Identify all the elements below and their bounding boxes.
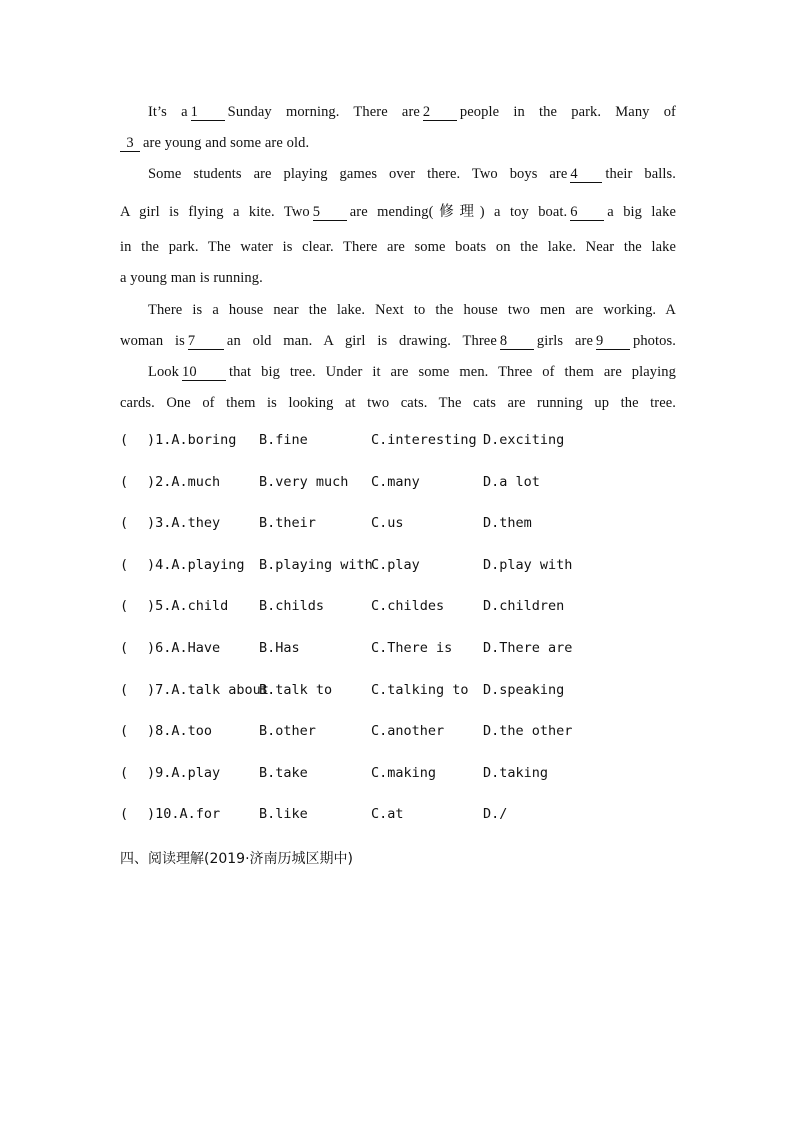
option-a: )8.A.too <box>147 723 213 740</box>
passage-line: in the park. The water is clear. There are some boats on the lake. Near the lake <box>120 239 676 255</box>
question-row-5 <box>120 586 680 628</box>
answer-paren[interactable]: ( <box>120 598 129 615</box>
passage-line: There is a house near the lake. Next to the house two men are working. A <box>148 302 676 318</box>
answer-paren[interactable]: ( <box>120 681 129 698</box>
option-c: C.There is <box>371 639 453 656</box>
option-b: B.playing with <box>259 556 373 573</box>
question-row-7 <box>120 670 680 712</box>
option-b: B.take <box>259 764 308 781</box>
option-a: )5.A.child <box>147 598 229 615</box>
option-d: D.play with <box>483 556 573 573</box>
option-c: C.us <box>371 515 404 532</box>
question-row-2 <box>120 462 680 504</box>
answer-paren[interactable]: ( <box>120 723 129 740</box>
question-row-6 <box>120 628 680 670</box>
blank-5: 5 <box>313 204 347 221</box>
option-b: B.talk to <box>259 681 333 698</box>
option-b: B.fine <box>259 432 308 448</box>
option-a: )6.A.Have <box>147 639 221 656</box>
question-row-10 <box>120 794 680 836</box>
answer-paren[interactable]: ( <box>120 432 129 448</box>
option-a: )10.A.for <box>147 806 221 823</box>
passage-paragraph-2 <box>120 159 676 294</box>
answer-paren[interactable]: ( <box>120 639 129 656</box>
passage-line: woman is 7 an old man. A girl is drawing. Three 8 girls are 9 photos. <box>120 333 676 349</box>
option-c: C.talking to <box>371 681 469 698</box>
blank-7: 7 <box>188 333 224 350</box>
option-a: )3.A.they <box>147 515 221 532</box>
option-a: )1.A.boring <box>147 432 237 448</box>
option-a: )2.A.much <box>147 473 221 490</box>
passage-paragraph-1 <box>120 97 676 159</box>
blank-10: 10 <box>182 364 226 381</box>
passage-line: A girl is flying a kite. Two 5 are mending(修理) a toy boat. 6 a big lake <box>120 204 676 220</box>
option-d: D.a lot <box>483 473 540 490</box>
option-d: D.taking <box>483 764 549 781</box>
answer-paren[interactable]: ( <box>120 473 129 490</box>
option-c: C.play <box>371 556 420 573</box>
question-row-8 <box>120 711 680 753</box>
question-row-4 <box>120 545 680 587</box>
passage-line: cards. One of them is looking at two cats. The cats are running up the tree. <box>120 395 676 411</box>
blank-9: 9 <box>596 333 630 350</box>
question-row-3 <box>120 503 680 545</box>
answer-paren[interactable]: ( <box>120 515 129 532</box>
passage-line: Some students are playing games over there. Two boys are 4 their balls. <box>148 166 676 182</box>
option-d: D.the other <box>483 723 573 740</box>
blank-4: 4 <box>570 166 602 183</box>
option-b: B.very much <box>259 473 349 490</box>
option-d: D.them <box>483 515 532 532</box>
question-row-9 <box>120 753 680 795</box>
option-d: D.exciting <box>483 432 565 448</box>
option-a: )9.A.play <box>147 764 221 781</box>
option-b: B.other <box>259 723 316 740</box>
blank-1: 1 <box>191 104 225 121</box>
blank-3: 3 <box>120 135 140 152</box>
question-list <box>120 420 680 836</box>
option-c: C.making <box>371 764 437 781</box>
option-b: B.Has <box>259 639 300 656</box>
blank-8: 8 <box>500 333 534 350</box>
question-row-1 <box>120 420 680 462</box>
answer-paren[interactable]: ( <box>120 556 129 573</box>
passage-line: 3 are young and some are old. <box>120 128 676 159</box>
option-d: D.speaking <box>483 681 565 698</box>
option-b: B.their <box>259 515 316 532</box>
section-heading: 四、阅读理解(2019·济南历城区期中) <box>120 851 354 867</box>
option-c: C.childes <box>371 598 445 615</box>
answer-paren[interactable]: ( <box>120 764 129 781</box>
passage-line: It’s a 1 Sunday morning. There are 2 people in the park. Many of <box>148 104 676 120</box>
option-b: B.childs <box>259 598 325 615</box>
option-c: C.at <box>371 806 404 823</box>
answer-paren[interactable]: ( <box>120 806 129 823</box>
option-d: D.There are <box>483 639 573 656</box>
passage-paragraph-4 <box>120 357 676 419</box>
passage-line: Look 10 that big tree. Under it are some men. Three of them are playing <box>148 364 676 380</box>
option-c: C.many <box>371 473 420 490</box>
option-a: )7.A.talk about <box>147 681 269 698</box>
option-c: C.another <box>371 723 445 740</box>
passage-line: a young man is running. <box>120 270 263 286</box>
option-d: D.children <box>483 598 565 615</box>
passage-paragraph-3 <box>120 295 676 357</box>
option-a: )4.A.playing <box>147 556 245 573</box>
blank-2: 2 <box>423 104 457 121</box>
option-d: D./ <box>483 806 508 823</box>
option-c: C.interesting <box>371 432 477 448</box>
option-b: B.like <box>259 806 308 823</box>
blank-6: 6 <box>570 204 604 221</box>
